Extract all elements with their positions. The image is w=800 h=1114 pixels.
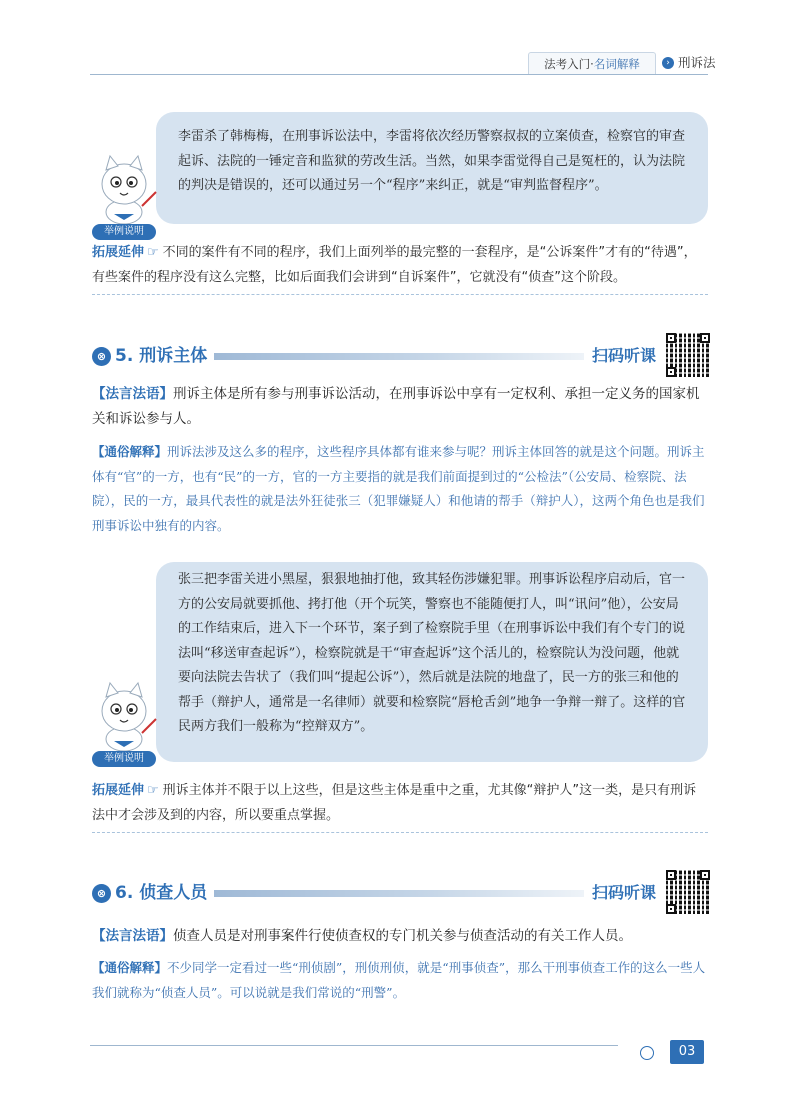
pointing-hand-icon: ☞ [147,245,159,260]
section-icon: ⊗ [92,347,111,366]
page-number: 03 [670,1040,704,1064]
example-box-1 [156,112,708,224]
section-icon: ⊗ [92,884,111,903]
extension-2 [92,778,708,833]
section-5-bar [214,353,584,360]
header-section: 名词解释 [593,57,640,71]
section-5-title: 5. 刑诉主体 [115,346,208,366]
header-book: 法考入门 [544,57,591,71]
extension-tag-2: 拓展延伸 [92,783,145,798]
example-text-1: 李雷杀了韩梅梅，在刑事诉讼法中，李雷将依次经历警察叔叔的立案侦查，检察官的审查起诉、法院的一锤定音和监狱的劳改生活。当然，如果李雷觉得自己是冤枉的，认为法院的判决是错误的，还可以通过另一个“程序”来纠正，就是“审判监督程序”。 [178,129,686,193]
section-6-bar [214,890,584,897]
extension-text-1: 不同的案件有不同的程序，我们上面列举的最完整的一套程序，是“公诉案件”才有的“待遇”，有些案件的程序没有这么完整，比如后面我们会讲到“自诉案件”，它就没有“侦查”这个阶段。 [92,245,697,285]
section-6-title: 6. 侦查人员 [115,883,208,903]
popular-tag-6: 【通俗解释】 [92,960,168,975]
extension-1 [92,240,708,295]
pointing-hand-icon: ☞ [147,783,159,798]
header-tab [528,52,656,75]
extension-tag-1: 拓展延伸 [92,245,145,260]
example-text-2: 张三把李雷关进小黑屋，狠狠地抽打他，致其轻伤涉嫌犯罪。刑事诉讼程序启动后，官一方的公安局就要抓他、拷打他（开个玩笑，警察也不能随便打人，叫“讯问”他），公安局的工作结束后，进入下一个环节，案子到了检察院手里（在刑事诉讼中我们有个专门的说法叫“移送审查起诉”），检察院就是干“审查起诉”这个活儿的，检察院认为没问题，他就要向法院去告状了（我们叫“提起公诉”），然后就是法院的地盘了，民一方的张三和他的帮手（辩护人，通常是一名律师）就要和检察院“唇枪舌剑”地争一争辩一辩了。这样的官民两方我们一般称为“控辩双方”。 [178,572,686,734]
scan-to-listen-6[interactable]: 扫码听课 [592,883,657,902]
extension-text-2: 刑诉主体并不限于以上这些，但是这些主体是重中之重，尤其像“辩护人”这一类，是只有刑诉法中才会涉及到的内容，所以要重点掌握。 [92,783,697,823]
legal-definition-6 [92,924,708,949]
header-divider [90,74,708,75]
legal-definition-5 [92,382,708,431]
popular-tag-5: 【通俗解释】 [92,444,168,459]
chevron-right-icon: › [662,57,674,69]
popular-explanation-5 [92,440,708,538]
qr-code-icon[interactable] [666,333,710,377]
header-separator: · [590,57,594,71]
header-subject: 刑诉法 [678,55,716,70]
mascot-label-1: 举例说明 [92,224,156,240]
footer-logo-icon [640,1046,654,1060]
mascot-icon [92,148,160,228]
popular-explanation-6 [92,956,708,1005]
legal-tag-6: 【法言法语】 [92,928,173,944]
qr-code-icon[interactable] [666,870,710,914]
mascot-1 [92,148,160,240]
scan-to-listen-5[interactable]: 扫码听课 [592,346,657,365]
mascot-icon [92,675,160,755]
example-box-2 [156,562,708,762]
popular-text-6: 不少同学一定看过一些“刑侦剧”，刑侦刑侦，就是“刑事侦查”，那么干刑事侦查工作的这么一些人我们就称为“侦查人员”。可以说就是我们常说的“刑警”。 [92,960,706,1000]
legal-text-5: 刑诉主体是所有参与刑事诉讼活动，在刑事诉讼中享有一定权利、承担一定义务的国家机关和诉讼参与人。 [92,386,700,427]
mascot-label-2: 举例说明 [92,751,156,767]
mascot-2 [92,675,160,767]
popular-text-5: 刑诉法涉及这么多的程序，这些程序具体都有谁来参与呢？刑诉主体回答的就是这个问题。刑诉主体有“官”的一方，也有“民”的一方，官的一方主要指的就是我们前面提到过的“公检法”（公安局、检察院、法院），民的一方，最具代表性的就是法外狂徒张三（犯罪嫌疑人）和他请的帮手（辩护人），这两个角色也是我们刑事诉讼中独有的内容。 [92,444,705,533]
legal-text-6: 侦查人员是对刑事案件行使侦查权的专门机关参与侦查活动的有关工作人员。 [173,928,632,944]
footer-divider [90,1045,618,1046]
legal-tag-5: 【法言法语】 [92,386,173,402]
